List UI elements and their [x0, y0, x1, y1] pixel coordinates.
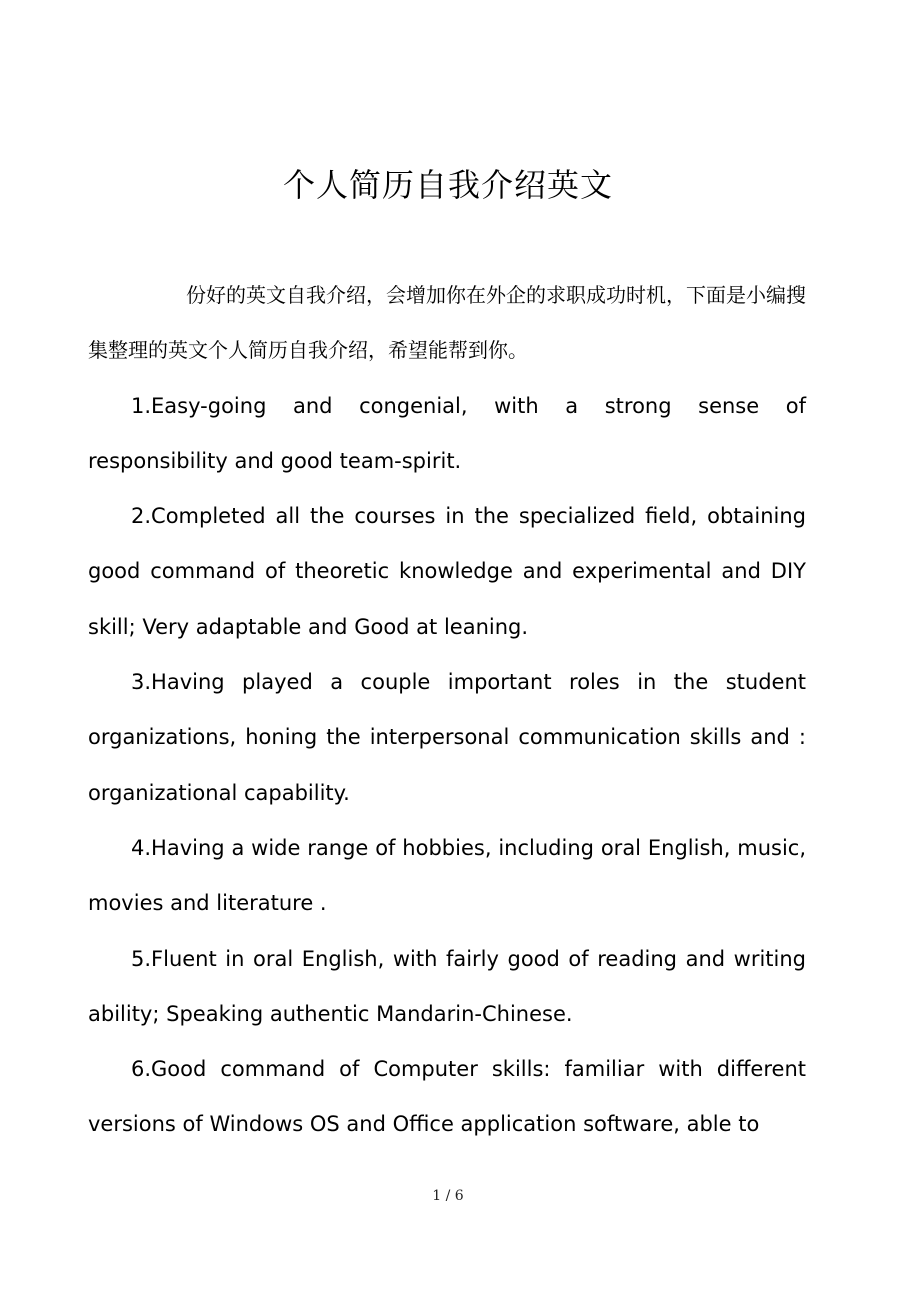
list-item: 5.Fluent in oral English, with fairly good of reading and writing ability; Speaking authentic Mandarin-Chinese.	[88, 946, 806, 1026]
list-item: 2.Completed all the courses in the specialized field, obtaining good command of theoretic knowledge and experimental and DIY skill; Very adaptable and Good at leaning.	[88, 504, 806, 639]
page-number: 1 / 6	[432, 1188, 464, 1204]
list-item: 6.Good command of Computer skills: familiar with different versions of Windows OS and Office application software, able to	[88, 1057, 806, 1137]
list-item: 1.Easy-going and congenial, with a strong sense of responsibility and good team-spirit.	[88, 393, 806, 473]
document-body	[88, 268, 806, 1153]
list-item: 3.Having played a couple important roles in the student organizations, honing the interpersonal communication skills and : organizational capability.	[88, 670, 806, 805]
intro-paragraph: 份好的英文自我介绍，会增加你在外企的求职成功时机，下面是小编搜集整理的英文个人简历自我介绍，希望能帮到你。	[88, 283, 806, 363]
list-item: 4.Having a wide range of hobbies, including oral English, music, movies and literature .	[88, 835, 806, 916]
document-title: 个人简历自我介绍英文	[282, 166, 613, 204]
